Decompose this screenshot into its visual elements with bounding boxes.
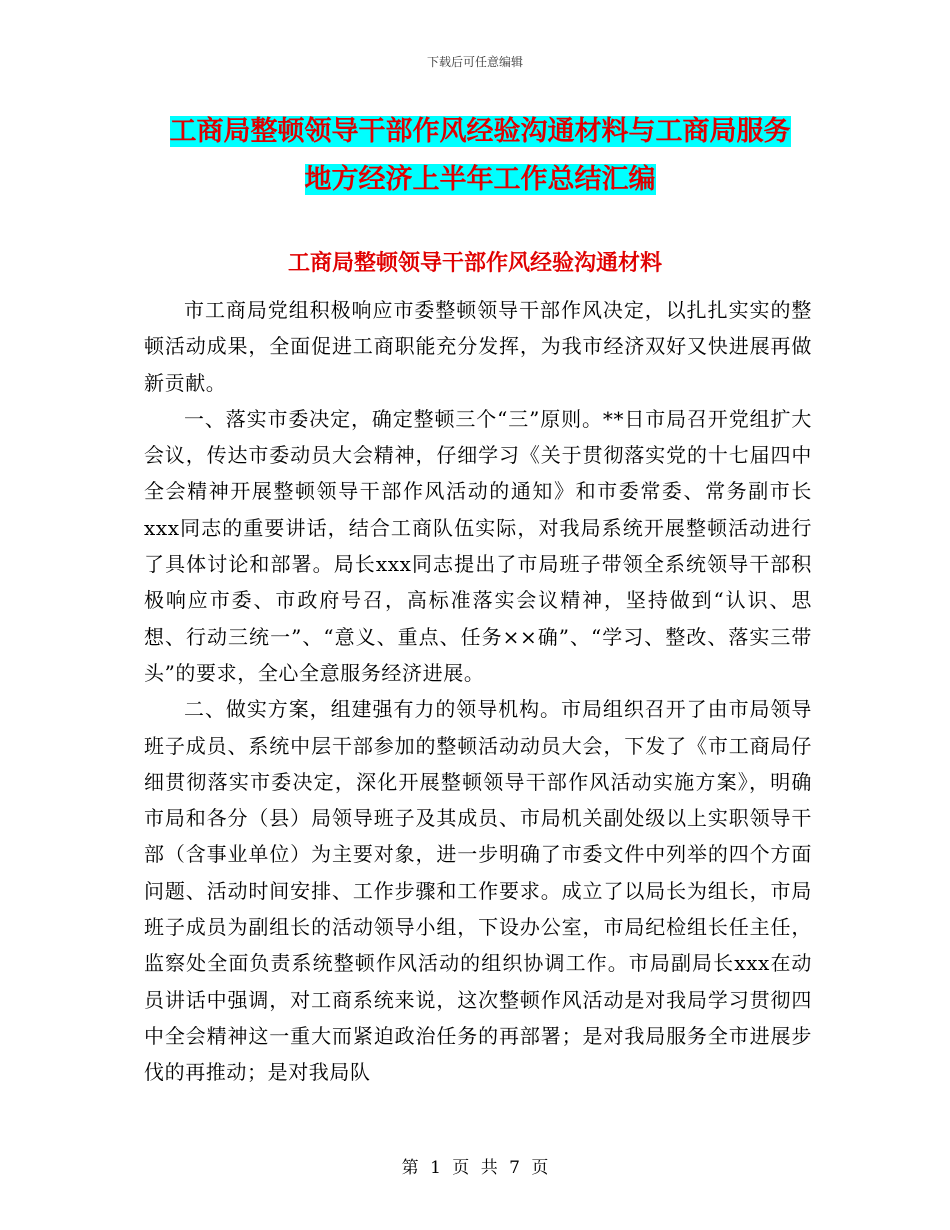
header-note: 下载后可任意编辑 — [426, 55, 523, 69]
paragraph: 市工商局党组积极响应市委整顿领导干部作风决定，以扎扎实实的整顿活动成果，全面促进工商职能充分发挥，为我市经济双好又快进展再做新贡献。 — [144, 298, 812, 395]
document-main-title — [140, 108, 820, 204]
main-title-line-1: 工商局整顿领导干部作风经验沟通材料与工商局服务 — [169, 116, 791, 147]
paragraph: 一、落实市委决定，确定整顿三个“三”原则。**日市局召开党组扩大会议，传达市委动员大会精神，仔细学习《关于贯彻落实党的十七届四中全会精神开展整顿领导干部作风活动的通知》和市委常委、常务副市长xxx同志的重要讲话，结合工商队伍实际，对我局系统开展整顿活动进行了具体讨论和部署。局长xxx同志提出了市局班子带领全系统领导干部积极响应市委、市政府号召，高标准落实会议精神，坚持做到“认识、思想、行动三统一”、“意义、重点、任务××确”、“学习、整改、落实三带头”的要求，全心全意服务经济进展。 — [144, 406, 812, 685]
main-title-line-2: 地方经济上半年工作总结汇编 — [304, 164, 656, 195]
document-body — [144, 292, 812, 1091]
paragraph: 二、做实方案，组建强有力的领导机构。市局组织召开了由市局领导班子成员、系统中层干部参加的整顿活动动员大会，下发了《市工商局仔细贯彻落实市委决定，深化开展整顿领导干部作风活动实施方案》，明确市局和各分（县）局领导班子及其成员、市局机关副处级以上实职领导干部（含事业单位）为主要对象，进一步明确了市委文件中列举的四个方面问题、活动时间安排、工作步骤和工作要求。成立了以局长为组长，市局班子成员为副组长的活动领导小组，下设办公室，市局纪检组长任主任，监察处全面负责系统整顿作风活动的组织协调工作。市局副局长xxx在动员讲话中强调，对工商系统来说，这次整顿作风活动是对我局学习贯彻四中全会精神这一重大而紧迫政治任务的再部署；是对我局服务全市进展步伐的再推动；是对我局队 — [144, 697, 812, 1085]
page-footer: 第 1 页 共 7 页 — [401, 1158, 549, 1178]
section-title: 工商局整顿领导干部作风经验沟通材料 — [287, 250, 662, 276]
